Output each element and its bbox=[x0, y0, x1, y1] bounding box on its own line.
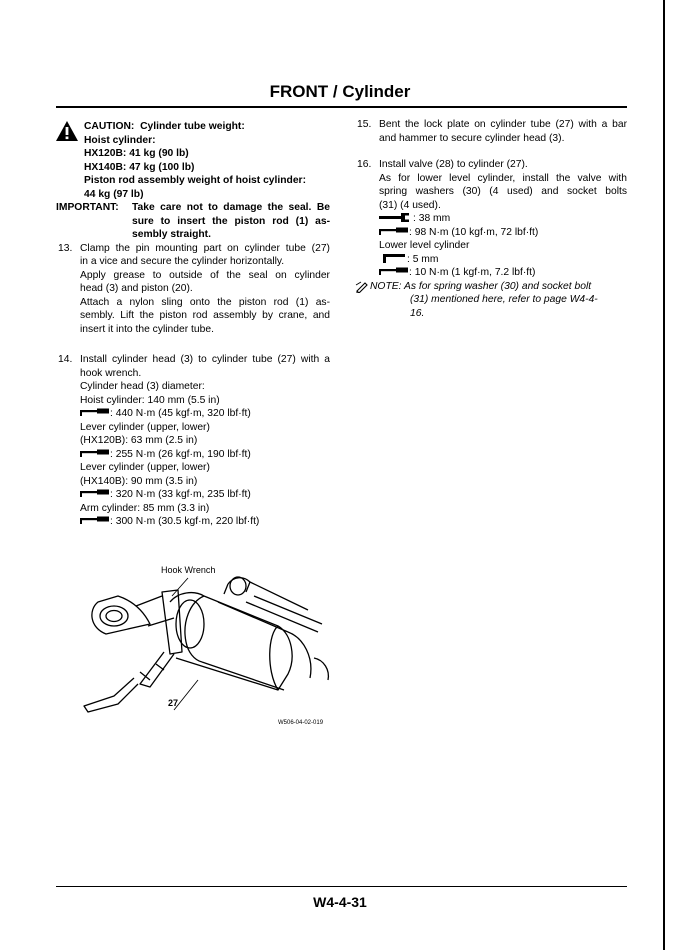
important-line-1: Take care not to damage the seal. Be bbox=[132, 202, 330, 213]
hex-size: : 5 mm bbox=[407, 253, 439, 265]
important-line-2: sure to insert the piston rod (1) as- bbox=[132, 215, 330, 227]
lever-cylinder-1-torque: : 255 N·m (26 kgf·m, 190 lbf·ft) bbox=[110, 448, 251, 460]
step-line: Apply grease to outside of the seal on cylinder bbox=[80, 269, 330, 281]
important-label: IMPORTANT: bbox=[56, 202, 119, 213]
step-line: sembly. Lift the piston rod assembly by crane, and bbox=[80, 310, 330, 321]
page-title: FRONT / Cylinder bbox=[269, 82, 411, 101]
lower-level-torque: : 10 N·m (1 kgf·m, 7.2 lbf·ft) bbox=[409, 267, 536, 278]
note-line-2: (31) mentioned here, refer to page W4-4- bbox=[410, 294, 598, 305]
step-line: Install valve (28) to cylinder (27). bbox=[379, 159, 528, 170]
hex-key-icon bbox=[379, 253, 407, 264]
caution-label: CAUTION: bbox=[84, 121, 135, 132]
step-line: hook wrench. bbox=[80, 367, 142, 379]
diameter-label: Cylinder head (3) diameter: bbox=[80, 381, 205, 392]
step-number: 16. bbox=[357, 159, 372, 170]
cylinder-drawing bbox=[78, 562, 338, 732]
step-line: Clamp the pin mounting part on cylinder tube (27) bbox=[80, 242, 330, 254]
step-line: and hammer to secure cylinder head (3). bbox=[379, 132, 565, 144]
torque-wrench-icon bbox=[80, 448, 110, 458]
caution-heading: Cylinder tube weight: bbox=[140, 121, 245, 132]
right-column bbox=[355, 118, 627, 320]
footer-rule bbox=[56, 886, 627, 887]
step-14 bbox=[56, 353, 330, 529]
torque-wrench-icon bbox=[379, 226, 409, 236]
torque-wrench-icon bbox=[379, 266, 409, 276]
step-line: (31) (4 used). bbox=[379, 199, 441, 211]
step-15 bbox=[355, 118, 627, 145]
caution-hx120b: HX120B: 41 kg (90 lb) bbox=[84, 148, 189, 159]
lever-cylinder-1-diameter: (HX120B): 63 mm (2.5 in) bbox=[80, 435, 198, 446]
left-column bbox=[56, 120, 330, 529]
step-line: spring washers (30) (4 used) and socket bolts bbox=[379, 186, 627, 197]
part-27-label: 27 bbox=[168, 698, 179, 708]
caution-piston-label: Piston rod assembly weight of hoist cylinder: bbox=[84, 175, 306, 186]
caution-hx140b: HX140B: 47 kg (100 lb) bbox=[84, 161, 195, 173]
arm-cylinder-diameter: Arm cylinder: 85 mm (3.3 in) bbox=[80, 502, 210, 514]
step-number: 14. bbox=[58, 354, 73, 365]
step-16 bbox=[355, 158, 627, 280]
lever-cylinder-2-torque: : 320 N·m (33 kgf·m, 235 lbf·ft) bbox=[110, 489, 251, 500]
step-line: head (3) and piston (20). bbox=[80, 283, 193, 294]
caution-piston-weight: 44 kg (97 lb) bbox=[84, 188, 144, 200]
hoist-diameter: Hoist cylinder: 140 mm (5.5 in) bbox=[80, 394, 220, 406]
wrench-size: : 38 mm bbox=[413, 213, 451, 224]
torque-wrench-icon bbox=[80, 488, 110, 498]
caution-block bbox=[56, 120, 330, 201]
page-edge-line bbox=[663, 0, 665, 950]
step-line: insert it into the cylinder tube. bbox=[80, 323, 214, 335]
lower-level-label: Lower level cylinder bbox=[379, 240, 470, 251]
step-number: 13. bbox=[58, 242, 73, 254]
torque-wrench-icon bbox=[80, 515, 110, 525]
note-line-1: As for spring washer (30) and socket bolt bbox=[403, 280, 592, 292]
hook-wrench-illustration bbox=[78, 562, 338, 732]
note-line-3: 16. bbox=[410, 307, 425, 319]
hoist-torque: : 440 N·m (45 kgf·m, 320 lbf·ft) bbox=[110, 408, 251, 419]
important-block bbox=[56, 201, 330, 242]
step-line: Attach a nylon sling onto the piston rod (1) as- bbox=[80, 296, 330, 308]
warning-triangle-icon bbox=[56, 121, 78, 141]
step-line: As for lower level cylinder, install the valve with bbox=[379, 172, 627, 184]
lever-cylinder-2-label: Lever cylinder (upper, lower) bbox=[80, 462, 210, 473]
important-line-3: sembly straight. bbox=[132, 229, 211, 240]
title-rule bbox=[56, 106, 627, 108]
step-line: Bent the lock plate on cylinder tube (27) with a bar bbox=[379, 119, 627, 130]
spanner-icon bbox=[379, 212, 413, 223]
lever-cylinder-2-diameter: (HX140B): 90 mm (3.5 in) bbox=[80, 475, 198, 487]
note-block bbox=[355, 280, 627, 321]
step-line: Install cylinder head (3) to cylinder tube (27) with a bbox=[80, 354, 330, 365]
valve-torque: : 98 N·m (10 kgf·m, 72 lbf·ft) bbox=[409, 226, 539, 238]
page-number: W4-4-31 bbox=[313, 894, 367, 910]
arm-cylinder-torque: : 300 N·m (30.5 kgf·m, 220 lbf·ft) bbox=[110, 516, 260, 527]
step-line: in a vice and secure the cylinder horizontally. bbox=[80, 256, 285, 267]
pencil-note-icon bbox=[355, 281, 369, 293]
caution-hoist-label: Hoist cylinder: bbox=[84, 134, 156, 146]
step-13 bbox=[56, 242, 330, 337]
step-number: 15. bbox=[357, 119, 372, 130]
hook-wrench-label: Hook Wrench bbox=[161, 565, 216, 575]
figure-code: W506-04-02-019 bbox=[278, 720, 324, 726]
note-label: NOTE: bbox=[370, 280, 402, 292]
lever-cylinder-1-label: Lever cylinder (upper, lower) bbox=[80, 421, 210, 433]
torque-wrench-icon bbox=[80, 407, 110, 417]
